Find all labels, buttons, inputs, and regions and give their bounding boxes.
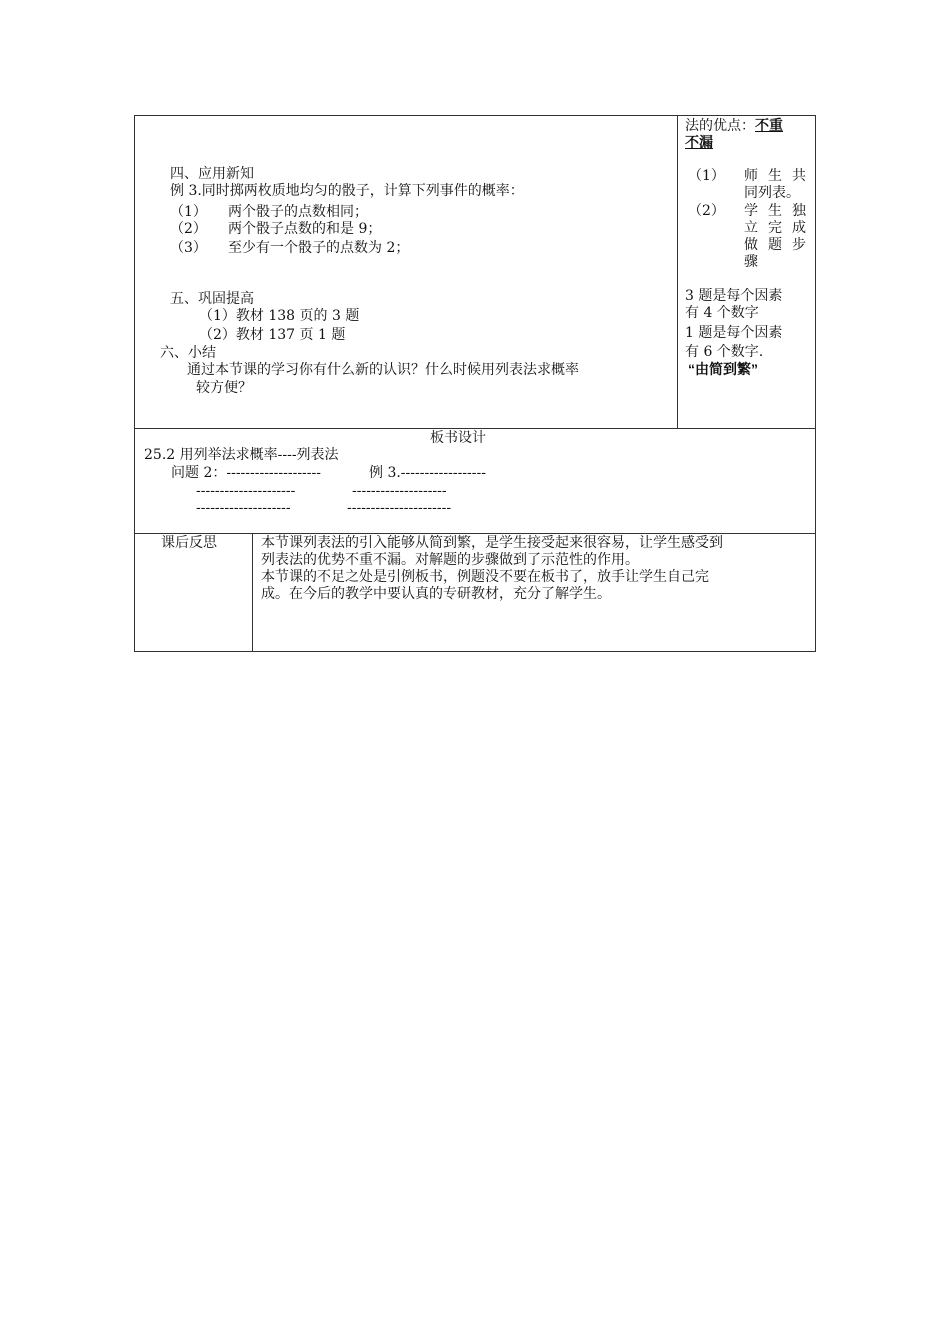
note-char: 题 xyxy=(768,237,782,253)
row-divider-board xyxy=(134,428,816,429)
factor-line-3: 1 题是每个因素 xyxy=(685,325,783,341)
note-2-line-4: 骤 xyxy=(744,254,758,270)
note-1-line-1 xyxy=(744,168,806,185)
factor-line-4: 有 6 个数字. xyxy=(685,344,764,360)
item-text: 两个骰子的点数相同； xyxy=(228,204,368,220)
note-char: 步 xyxy=(792,237,806,253)
item-number: （3） xyxy=(170,240,207,256)
note-char: 独 xyxy=(792,203,806,219)
reflection-line-2: 列表法的优势不重不漏。对解题的步骤做到了示范性的作用。 xyxy=(261,552,639,568)
heading-consolidate: 五、巩固提高 xyxy=(170,291,254,307)
factor-line-2: 有 4 个数字 xyxy=(685,305,759,321)
advantage-bold-2: 不漏 xyxy=(685,134,713,150)
note-char: 完 xyxy=(768,220,782,236)
example-item-2 xyxy=(170,221,381,238)
reflection-label: 课后反思 xyxy=(161,535,217,551)
note-char: 立 xyxy=(744,220,758,236)
board-design-subtitle: 25.2 用列举法求概率----列表法 xyxy=(144,447,339,463)
item-number: （2） xyxy=(170,221,207,237)
note-char: 共 xyxy=(792,168,806,184)
example-item-3 xyxy=(170,240,409,257)
note-char: 生 xyxy=(768,168,782,184)
note-char: 生 xyxy=(768,203,782,219)
heading-apply: 四、应用新知 xyxy=(170,166,254,182)
note-2-line-1 xyxy=(744,203,806,220)
note-char: 学 xyxy=(744,203,758,219)
factor-line-1: 3 题是每个因素 xyxy=(685,288,783,304)
summary-line-2: 较方便？ xyxy=(196,380,252,396)
note-2-number: （2） xyxy=(688,203,725,219)
column-divider-notes xyxy=(677,115,678,428)
item-text: 两个骰子点数的和是 9； xyxy=(228,221,382,237)
row-divider-reflection xyxy=(134,533,816,534)
note-1-number: （1） xyxy=(688,168,725,184)
heading-summary: 六、小结 xyxy=(160,345,216,361)
note-1-line-2: 同列表。 xyxy=(744,185,800,201)
example-item-1 xyxy=(170,204,368,221)
advantage-bold-1: 不重 xyxy=(755,117,783,133)
board-problem-2: 问题 2：-------------------- xyxy=(171,465,321,481)
item-text: 至少有一个骰子的点数为 2； xyxy=(228,240,410,256)
reflection-line-1: 本节课列表法的引入能够从简到繁，是学生接受起来很容易，让学生感受到 xyxy=(261,535,723,551)
note-2-line-2 xyxy=(744,220,806,237)
simple-to-complex-note: “由简到繁” xyxy=(688,361,758,377)
note-char: 成 xyxy=(792,220,806,236)
board-dash-line-b2: ---------------------- xyxy=(347,500,452,516)
reflection-line-4: 成。在今后的教学中要认真的专研教材，充分了解学生。 xyxy=(261,586,611,602)
advantage-line xyxy=(685,117,783,135)
reflection-line-3: 本节课的不足之处是引例板书，例题没不要在板书了，放手让学生自己完 xyxy=(261,569,709,585)
advantage-prefix: 法的优点： xyxy=(685,118,755,134)
example-3-text: 例 3.同时掷两枚质地均匀的骰子，计算下列事件的概率： xyxy=(170,183,524,199)
board-dash-line-a1: --------------------- xyxy=(196,483,296,499)
board-dash-line-a2: -------------------- xyxy=(352,483,447,499)
board-dash-line-b1: -------------------- xyxy=(196,500,291,516)
summary-line-1: 通过本节课的学习你有什么新的认识？什么时候用列表法求概率 xyxy=(187,362,579,378)
note-char: 师 xyxy=(744,168,758,184)
note-char: 做 xyxy=(744,237,758,253)
column-divider-reflection xyxy=(252,533,253,652)
exercise-2: （2）教材 137 页 1 题 xyxy=(199,327,346,343)
item-number: （1） xyxy=(170,204,207,220)
note-2-line-3 xyxy=(744,237,806,254)
exercise-1: （1）教材 138 页的 3 题 xyxy=(199,308,360,324)
board-example-3: 例 3.------------------ xyxy=(369,465,486,481)
board-design-title: 板书设计 xyxy=(430,430,486,446)
